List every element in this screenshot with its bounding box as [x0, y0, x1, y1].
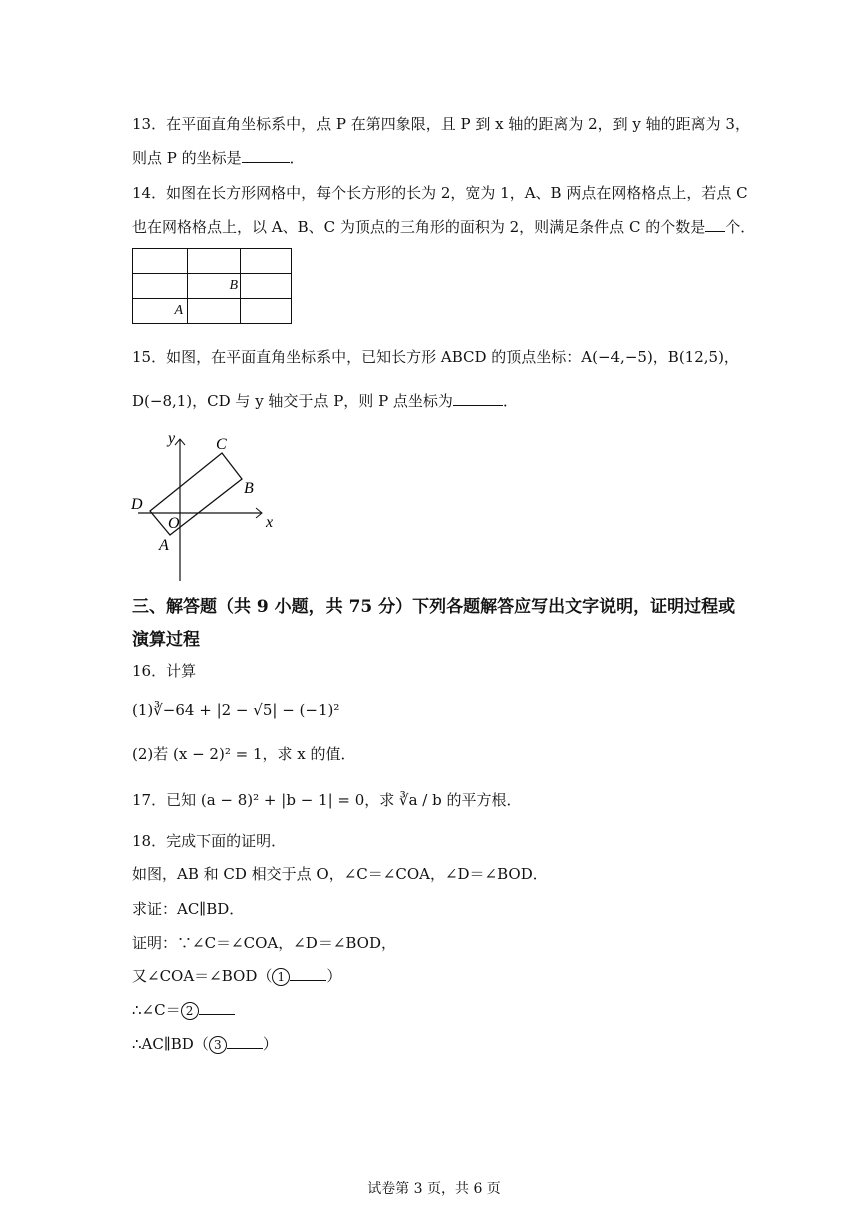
- q18-proof-line4: [132, 1034, 278, 1054]
- q14-line2: [132, 217, 755, 237]
- q14-line1: 14．如图在长方形网格中，每个长方形的长为 2，宽为 1，A、B 两点在网格格点上，若点 C: [132, 184, 748, 202]
- grid-label-a: A: [174, 303, 183, 318]
- label-a: A: [159, 537, 169, 554]
- q18-given: 如图，AB 和 CD 相交于点 O，∠C＝∠COA，∠D＝∠BOD．: [132, 865, 548, 883]
- q17-text: 17．已知 (a − 8)² + |b − 1| = 0，求 ∛a / b 的平方根．: [132, 791, 522, 809]
- q18-proof-line1: 证明：∵∠C＝∠COA，∠D＝∠BOD，: [132, 934, 397, 952]
- label-y: y: [168, 430, 176, 447]
- q13-line1: 13．在平面直角坐标系中，点 P 在第四象限，且 P 到 x 轴的距离为 2，到 y 轴的距离为 3，: [132, 115, 750, 133]
- answer-blank-1: [290, 966, 326, 981]
- answer-blank: [242, 148, 290, 163]
- label-x: x: [266, 514, 274, 531]
- rectangle-grid-figure: [132, 248, 292, 324]
- q18-title: 18．完成下面的证明．: [132, 832, 287, 850]
- section-heading-line2: 演算过程: [132, 630, 200, 650]
- grid-label-b: B: [229, 278, 238, 293]
- label-d: D: [131, 496, 143, 513]
- q18-proof-line2-end: ）: [326, 967, 342, 985]
- q16-part1: (1)∛−64 + |2 − √5| − (−1)²: [132, 701, 340, 719]
- label-c: C: [216, 436, 227, 453]
- answer-blank: [453, 391, 503, 406]
- rectangle-abcd: [150, 453, 242, 535]
- section-heading-line1: 三、解答题（共 9 小题，共 75 分）下列各题解答应写出文字说明，证明过程或: [132, 597, 736, 617]
- q14-line2-text: 也在网格格点上，以 A、B、C 为顶点的三角形的面积为 2，则满足条件点 C 的个数是: [132, 218, 706, 236]
- q15-line1: 15．如图，在平面直角坐标系中，已知长方形 ABCD 的顶点坐标：A(−4,−5)，B(12,5)，: [132, 348, 739, 366]
- circled-number-1: 1: [272, 968, 290, 986]
- coordinate-rectangle-figure: [128, 425, 288, 585]
- circled-number-3: 3: [209, 1036, 227, 1054]
- q18-proof-line3: [132, 1000, 235, 1020]
- q15-line2: [132, 391, 518, 411]
- q15-line2-end: ．: [502, 392, 518, 410]
- q18-proof-line3-text: ∴∠C＝: [132, 1001, 181, 1019]
- q13-line2: [132, 148, 305, 168]
- q16-title: 16．计算: [132, 662, 197, 680]
- q18-proof-line4-text: ∴AC∥BD（: [132, 1035, 209, 1053]
- q13-line2-text: 则点 P 的坐标是: [132, 149, 242, 167]
- q18-proof-line2: [132, 966, 341, 986]
- q18-prove: 求证：AC∥BD．: [132, 900, 245, 918]
- answer-blank-3: [227, 1034, 263, 1049]
- q15-line2-text: D(−8,1)，CD 与 y 轴交于点 P，则 P 点坐标为: [132, 392, 453, 410]
- page-footer: 试卷第 3 页，共 6 页: [367, 1181, 501, 1197]
- label-b: B: [244, 480, 254, 497]
- answer-blank-2: [199, 1000, 235, 1015]
- q14-line2-end: 个．: [725, 218, 756, 236]
- circled-number-2: 2: [181, 1002, 199, 1020]
- q18-proof-line2-text: 又∠COA＝∠BOD（: [132, 967, 273, 985]
- q18-proof-line4-end: ）: [262, 1035, 278, 1053]
- q13-line2-end: ．: [289, 149, 305, 167]
- label-o: O: [168, 515, 180, 532]
- answer-blank: [705, 217, 725, 232]
- q16-part2: (2)若 (x − 2)² = 1，求 x 的值．: [132, 745, 356, 763]
